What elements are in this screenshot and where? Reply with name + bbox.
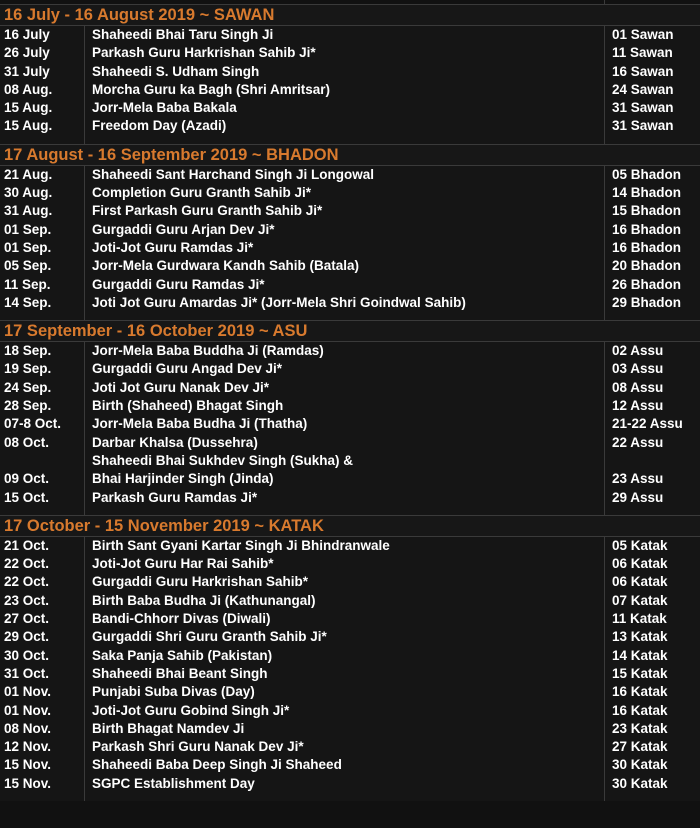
nanakshahi-date: 02 Assu — [612, 343, 664, 359]
event-name: Shaheedi Sant Harchand Singh Ji Longowal — [92, 166, 375, 182]
event-name: Birth Baba Budha Ji (Kathunangal) — [92, 592, 316, 608]
nanakshahi-date: 06 Katak — [612, 556, 668, 572]
event-row — [0, 257, 700, 275]
nanakshahi-date: 30 Katak — [612, 757, 668, 773]
event-name: Shaheedi Bhai Beant Singh — [92, 665, 268, 681]
event-date: 01 Sep. — [4, 221, 52, 237]
event-name: Birth Sant Gyani Kartar Singh Ji Bhindranwale — [92, 537, 390, 553]
event-row — [0, 342, 700, 360]
event-name: Gurgaddi Guru Ramdas Ji* — [92, 276, 265, 292]
nanakshahi-date: 20 Bhadon — [612, 258, 682, 274]
event-date: 15 Oct. — [4, 489, 50, 505]
nanakshahi-date: 24 Sawan — [612, 81, 674, 97]
event-row — [0, 452, 700, 470]
event-name: Shaheedi Baba Deep Singh Ji Shaheed — [92, 757, 342, 773]
event-date: 29 Oct. — [4, 629, 50, 645]
nanakshahi-date: 31 Sawan — [612, 118, 674, 134]
nanakshahi-date: 21-22 Assu — [612, 416, 683, 432]
event-row — [0, 592, 700, 610]
event-date: 30 Oct. — [4, 647, 50, 663]
nanakshahi-date: 08 Assu — [612, 379, 664, 395]
event-name: Freedom Day (Azadi) — [92, 118, 227, 134]
event-date: 16 July — [4, 27, 50, 42]
section-spacer — [0, 312, 700, 320]
event-row — [0, 470, 700, 488]
nanakshahi-date: 16 Sawan — [612, 63, 674, 79]
nanakshahi-date: 31 Sawan — [612, 100, 674, 116]
nanakshahi-date: 11 Sawan — [612, 45, 673, 61]
event-date: 31 Aug. — [4, 203, 53, 219]
event-name: Parkash Shri Guru Nanak Dev Ji* — [92, 739, 304, 755]
event-name: Gurgaddi Shri Guru Granth Sahib Ji* — [92, 629, 327, 645]
nanakshahi-date: 03 Assu — [612, 361, 664, 377]
event-date: 01 Nov. — [4, 684, 52, 700]
event-row — [0, 647, 700, 665]
section-spacer — [0, 507, 700, 515]
event-name: Joti Jot Guru Nanak Dev Ji* — [92, 379, 270, 395]
event-date: 08 Aug. — [4, 81, 53, 97]
event-row — [0, 489, 700, 507]
event-name: Bandi-Chhorr Divas (Diwali) — [92, 611, 271, 627]
event-date: 21 Oct. — [4, 537, 50, 553]
event-name: Jorr-Mela Gurdwara Kandh Sahib (Batala) — [92, 258, 360, 274]
event-date: 07-8 Oct. — [4, 416, 62, 432]
event-date: 15 Nov. — [4, 757, 52, 773]
month-section — [0, 320, 700, 515]
event-name: Parkash Guru Harkrishan Sahib Ji* — [92, 45, 316, 61]
event-name: Joti-Jot Guru Gobind Singh Ji* — [92, 702, 290, 718]
event-list — [0, 342, 700, 515]
nanakshahi-date: 12 Assu — [612, 398, 664, 414]
event-row — [0, 26, 700, 44]
calendar-sections — [0, 4, 700, 801]
event-date: 05 Sep. — [4, 258, 52, 274]
event-name: Jorr-Mela Baba Bakala — [92, 100, 237, 116]
nanakshahi-date: 26 Bhadon — [612, 276, 682, 292]
event-row — [0, 63, 700, 81]
event-date: 21 Aug. — [4, 166, 53, 182]
nanakshahi-date: 16 Bhadon — [612, 239, 682, 255]
event-row — [0, 434, 700, 452]
event-date: 31 Oct. — [4, 665, 50, 681]
nanakshahi-date: 30 Katak — [612, 775, 668, 791]
event-name: Morcha Guru ka Bagh (Shri Amritsar) — [92, 81, 331, 97]
nanakshahi-date: 16 Katak — [612, 684, 668, 700]
event-row — [0, 99, 700, 117]
event-row — [0, 702, 700, 720]
event-row — [0, 573, 700, 591]
event-name: Bhai Harjinder Singh (Jinda) — [92, 471, 274, 487]
nanakshahi-date: 29 Bhadon — [612, 294, 682, 310]
section-spacer — [0, 793, 700, 801]
event-name: Darbar Khalsa (Dussehra) — [92, 434, 258, 450]
event-name: Gurgaddi Guru Harkrishan Sahib* — [92, 574, 309, 590]
event-name: Jorr-Mela Baba Buddha Ji (Ramdas) — [92, 343, 324, 359]
event-row — [0, 184, 700, 202]
event-name: Gurgaddi Guru Angad Dev Ji* — [92, 361, 283, 377]
event-name: Shaheedi S. Udham Singh — [92, 63, 260, 79]
event-name: Joti-Jot Guru Har Rai Sahib* — [92, 556, 274, 572]
event-date: 14 Sep. — [4, 294, 52, 310]
event-date: 09 Oct. — [4, 471, 50, 487]
event-name: Jorr-Mela Baba Budha Ji (Thatha) — [92, 416, 308, 432]
nanakshahi-date: 16 Katak — [612, 702, 668, 718]
event-row — [0, 221, 700, 239]
event-name: SGPC Establishment Day — [92, 775, 255, 791]
event-date: 26 July — [4, 45, 50, 61]
nanakshahi-date: 14 Katak — [612, 647, 668, 663]
event-row — [0, 628, 700, 646]
month-section — [0, 515, 700, 801]
nanakshahi-date: 05 Katak — [612, 537, 668, 553]
event-row — [0, 555, 700, 573]
nanakshahi-date: 22 Assu — [612, 434, 664, 450]
event-row — [0, 166, 700, 184]
event-date: 01 Sep. — [4, 239, 52, 255]
month-section — [0, 4, 700, 144]
nanakshahi-date: 06 Katak — [612, 574, 668, 590]
event-row — [0, 683, 700, 701]
event-row — [0, 276, 700, 294]
event-row — [0, 610, 700, 628]
event-date: 15 Aug. — [4, 118, 53, 134]
event-date: 30 Aug. — [4, 185, 53, 201]
event-row — [0, 415, 700, 433]
event-row — [0, 239, 700, 257]
event-row — [0, 81, 700, 99]
nanakshahi-date: 01 Sawan — [612, 27, 674, 42]
nanakshahi-date: 16 Bhadon — [612, 221, 682, 237]
event-date: 23 Oct. — [4, 592, 50, 608]
event-name: Gurgaddi Guru Arjan Dev Ji* — [92, 221, 275, 237]
nanakshahi-date: 05 Bhadon — [612, 166, 682, 182]
event-list — [0, 537, 700, 801]
event-row — [0, 775, 700, 793]
event-row — [0, 294, 700, 312]
event-row — [0, 665, 700, 683]
section-header: 17 August - 16 September 2019 ~ BHADON — [0, 144, 700, 166]
event-row — [0, 379, 700, 397]
event-date: 31 July — [4, 63, 50, 79]
event-name: First Parkash Guru Granth Sahib Ji* — [92, 203, 323, 219]
event-row — [0, 756, 700, 774]
event-row — [0, 738, 700, 756]
event-date: 18 Sep. — [4, 343, 52, 359]
month-section — [0, 144, 700, 320]
event-row — [0, 202, 700, 220]
event-row — [0, 360, 700, 378]
event-name: Joti Jot Guru Amardas Ji* (Jorr-Mela Shri Goindwal Sahib) — [92, 294, 466, 310]
event-date: 01 Nov. — [4, 702, 52, 718]
event-name: Shaheedi Bhai Sukhdev Singh (Sukha) & — [92, 452, 354, 468]
nanakshahi-date: 14 Bhadon — [612, 185, 682, 201]
event-row — [0, 117, 700, 135]
event-list — [0, 166, 700, 320]
event-name: Punjabi Suba Divas (Day) — [92, 684, 255, 700]
event-date: 28 Sep. — [4, 398, 52, 414]
event-date: 19 Sep. — [4, 361, 52, 377]
event-date: 22 Oct. — [4, 574, 50, 590]
event-name: Parkash Guru Ramdas Ji* — [92, 489, 258, 505]
event-name: Completion Guru Granth Sahib Ji* — [92, 185, 312, 201]
event-name: Birth (Shaheed) Bhagat Singh — [92, 398, 284, 414]
section-header: 17 September - 16 October 2019 ~ ASU — [0, 320, 700, 342]
event-name: Saka Panja Sahib (Pakistan) — [92, 647, 273, 663]
event-row — [0, 44, 700, 62]
nanakshahi-date: 13 Katak — [612, 629, 668, 645]
event-name: Joti-Jot Guru Ramdas Ji* — [92, 239, 254, 255]
event-date: 27 Oct. — [4, 611, 50, 627]
event-date: 15 Aug. — [4, 100, 53, 116]
event-name: Birth Bhagat Namdev Ji — [92, 720, 245, 736]
event-row — [0, 397, 700, 415]
event-list — [0, 26, 700, 144]
nanakshahi-date: 23 Katak — [612, 720, 668, 736]
event-row — [0, 537, 700, 555]
nanakshahi-date: 27 Katak — [612, 739, 668, 755]
event-name: Shaheedi Bhai Taru Singh Ji — [92, 27, 274, 42]
section-header: 16 July - 16 August 2019 ~ SAWAN — [0, 4, 700, 26]
event-date: 12 Nov. — [4, 739, 52, 755]
event-date: 15 Nov. — [4, 775, 52, 791]
nanakshahi-date: 15 Katak — [612, 665, 668, 681]
nanakshahi-date: 11 Katak — [612, 611, 667, 627]
event-date: 08 Nov. — [4, 720, 52, 736]
nanakshahi-date: 07 Katak — [612, 592, 668, 608]
event-row — [0, 720, 700, 738]
event-date: 11 Sep. — [4, 276, 51, 292]
event-date: 22 Oct. — [4, 556, 50, 572]
section-spacer — [0, 136, 700, 144]
event-date: 24 Sep. — [4, 379, 52, 395]
event-date: 08 Oct. — [4, 434, 50, 450]
nanakshahi-date: 23 Assu — [612, 471, 664, 487]
section-header: 17 October - 15 November 2019 ~ KATAK — [0, 515, 700, 537]
nanakshahi-date: 29 Assu — [612, 489, 664, 505]
nanakshahi-date: 15 Bhadon — [612, 203, 682, 219]
